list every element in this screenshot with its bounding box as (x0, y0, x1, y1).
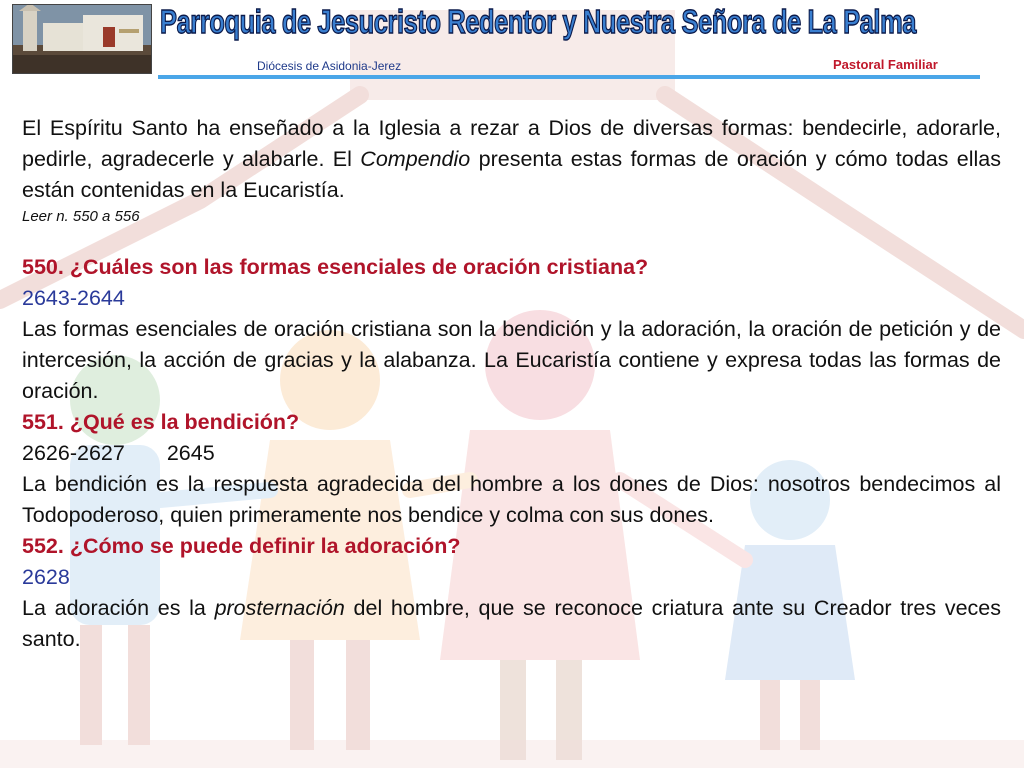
intro-text-end: presenta estas formas de oración y cómo todas ellas están contenidas en la Eucaristía. (22, 147, 1001, 202)
question-552: 552. ¿Cómo se puede definir la adoración? (22, 534, 461, 558)
church-interior-image (13, 5, 151, 73)
answer-552 (22, 593, 1001, 655)
section-label: Pastoral Familiar (833, 57, 938, 72)
question-550: 550. ¿Cuáles son las formas esenciales de oración cristiana? (22, 255, 649, 279)
catechism-refs-551 (22, 438, 1001, 469)
catechism-ref-551-b: 2645 (166, 441, 215, 465)
slide-header (0, 0, 1024, 84)
church-photo (12, 4, 152, 74)
answer-552-start: La adoración es la (22, 596, 215, 620)
diocese-subtitle: Diócesis de Asidonia-Jerez (257, 59, 402, 73)
reading-reference: Leer n. 550 a 556 (22, 208, 140, 225)
parish-title: Parroquia de Jesucristo Redentor y Nuestra Señora de La Palma (160, 3, 917, 40)
question-551: 551. ¿Qué es la bendición? (22, 410, 300, 434)
catechism-refs-552: 2628 (22, 565, 70, 589)
compendio-term: Compendio (360, 147, 471, 171)
answer-551: La bendición es la respuesta agradecida del hombre a los dones de Dios: nosotros bendecimos al Todopoderoso, quien primeramente nos bendice y colma con sus dones. (22, 472, 1001, 527)
answer-550: Las formas esenciales de oración cristiana son la bendición y la adoración, la oración de petición y de intercesión, la acción de gracias y la alabanza. La Eucaristía contiene y expresa todas las formas de oración. (22, 317, 1001, 403)
slide-body (22, 113, 1001, 655)
catechism-ref-551-a: 2626-2627 (22, 441, 125, 465)
answer-552-end: del hombre, que se reconoce criatura ante su Creador tres veces santo. (22, 596, 1001, 651)
intro-paragraph (22, 113, 1001, 206)
header-divider (158, 75, 980, 79)
catechism-refs-550: 2643-2644 (22, 286, 125, 310)
prosternacion-term: prosternación (214, 596, 345, 620)
spacer (22, 228, 1001, 252)
intro-text-start: El Espíritu Santo ha enseñado a la Iglesia a rezar a Dios de diversas formas: bendecirle, adorarle, pedirle, agradecerle y alabarle. El (22, 116, 1001, 171)
